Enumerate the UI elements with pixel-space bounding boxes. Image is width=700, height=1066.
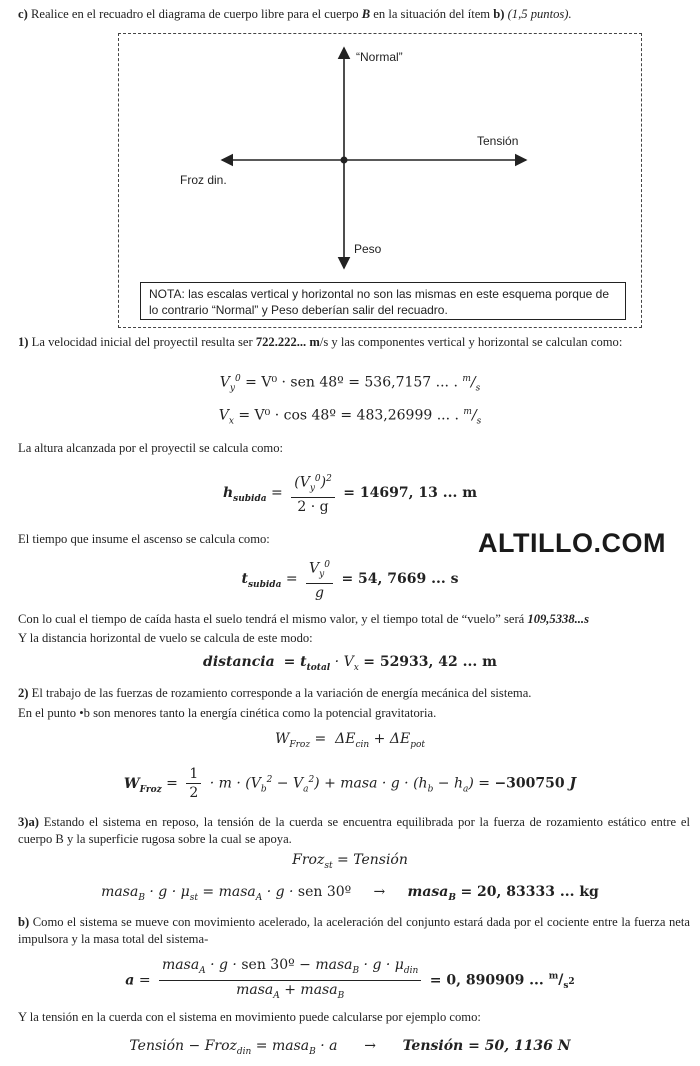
normal-label: “Normal” bbox=[356, 50, 403, 64]
eq-wfroz: $W_{Froz} = \Delta E_{cin} + \Delta E_{pot}$ bbox=[274, 731, 425, 750]
peso-label: Peso bbox=[354, 242, 382, 256]
eq-tension: Tensión − Froz$_{din}$ = masa$_B$ · a → Tensión = 50, 1136 N bbox=[129, 1038, 571, 1057]
eq-wfroz-2: $W_{Froz}$ = $\frac{1}{2}$ · $m \cdot (V_b^2 - V_a^2)$ + masa · $g \cdot (h_b - h_a) = -300750$ J bbox=[123, 766, 577, 801]
s3-text: Estando el sistema en reposo, la tensión de la cuerda se encuentra equilibrada por la fuerza de rozamiento estático entre el cuerpo B y la superficie rugosa sobre la cual se apoya. bbox=[18, 815, 690, 846]
e-pot: pot bbox=[410, 739, 425, 750]
eq-vx: $V_x = V^0 \cdot \cos$ 48º = 483,26999 ... . $^m/_s$ bbox=[218, 407, 482, 427]
eq-vy-rhs: = V⁰ · sen 48º = 536,7157 ... . bbox=[245, 374, 463, 391]
section3-text bbox=[18, 814, 690, 848]
e-cin: cin bbox=[355, 739, 370, 750]
two-g: 2 · g bbox=[297, 499, 329, 516]
section3b-text bbox=[18, 914, 690, 948]
section2-text2: En el punto •b son menores tanto la energía cinética como la potencial gravitatoria. bbox=[18, 706, 437, 720]
tension-label: Tensión bbox=[477, 134, 519, 148]
header-body: B bbox=[361, 7, 371, 21]
t-g: g bbox=[315, 585, 324, 602]
froz-label: Froz din. bbox=[180, 173, 227, 187]
unit-s-1: s bbox=[475, 383, 481, 394]
eq-masab: masa$_B$ · $g \cdot \mu_{st}$ = masa$_A$ · g · sen 30º → masa$_B$ = 20, 83333 ... kg bbox=[101, 884, 599, 903]
t-result: = 54, 7669 ... s bbox=[341, 571, 459, 588]
header-text: Realice en el recuadro el diagrama de cuerpo libre para el cuerpo bbox=[30, 7, 359, 21]
dist-sub: total bbox=[306, 662, 331, 673]
froz-st-rhs: = Tensión bbox=[332, 852, 408, 868]
altura-text: La altura alcanzada por el proyectil se calcula como: bbox=[18, 441, 284, 455]
eq-dist: distancia = $t_{total} \cdot V_x = 52933$, 42 ... m bbox=[203, 654, 497, 673]
section3-label: 3)a) bbox=[18, 815, 39, 829]
eq-froz-st: Froz$_{st}$ = Tensión bbox=[292, 852, 408, 871]
t-frac: $\frac{V_y^0}{g}$ bbox=[306, 556, 333, 602]
header-text2: en la situación del ítem bbox=[373, 7, 491, 21]
altillo-logo: ALTILLO.COM bbox=[478, 528, 666, 558]
eq-accel: a = $\frac{masa_A \cdot g \cdot sen 30º - masa_B \cdot g \cdot \mu_{din}}{masa_A + masa_B}$ = 0, 890909 ... $^m/_{s^2}$ bbox=[0, 956, 700, 1005]
w-sub: Froz bbox=[289, 739, 311, 750]
section2-label: 2) bbox=[18, 686, 29, 700]
section2-text1 bbox=[18, 685, 690, 702]
header-label: c) bbox=[18, 7, 28, 21]
eq-vy: $V_y^0 = V^0$ · sen 48º = 536,7157 ... . $^m/_s$ bbox=[219, 374, 481, 394]
header-points: (1,5 puntos). bbox=[507, 7, 572, 21]
nota-box: NOTA: las escalas vertical y horizontal no son las mismas en este esquema porque de lo contrario “Normal” y Peso deberían salir del recuadro. bbox=[140, 282, 626, 320]
unit-m-2: m bbox=[463, 407, 472, 417]
body-point bbox=[341, 157, 348, 164]
a-lhs: a bbox=[125, 972, 135, 989]
intro-b: /s y las componentes vertical y horizontal se calculan como: bbox=[319, 335, 623, 349]
masab-result: 20, 83333 ... kg bbox=[477, 884, 599, 900]
s3b-text: Como el sistema se mueve con movimiento acelerado, la aceleración del conjunto estará dada por el cociente entre la fuerza neta impulsora y la masa total del sistema- bbox=[18, 915, 690, 946]
unit-s-2: s bbox=[476, 416, 482, 427]
section1-intro bbox=[18, 334, 690, 351]
tension-text: Y la tensión en la cuerda con el sistema en movimiento puede calcularse por ejemplo como: bbox=[18, 1010, 481, 1024]
intro-a: La velocidad inicial del proyectil resulta ser bbox=[31, 335, 253, 349]
eq-h: $h_{subida}$ = $\frac{(V_y^0)^2}{2 \cdot g}$ = 14697, 13 ... m bbox=[0, 470, 700, 516]
header-item: b) bbox=[493, 7, 505, 21]
t-sub: subida bbox=[247, 580, 282, 591]
intro-val: 722.222... m bbox=[255, 335, 320, 349]
h-sub: subida bbox=[233, 494, 267, 505]
froz-st-sub: st bbox=[324, 860, 333, 871]
h-frac: $\frac{(V_y^0)^2}{2 \cdot g}$ bbox=[291, 470, 335, 516]
s2-text1: El trabajo de las fuerzas de rozamiento corresponde a la variación de energía mecánica del sistema. bbox=[31, 686, 532, 700]
caida-val: 109,5338...s bbox=[527, 612, 589, 626]
dist-lhs: distancia bbox=[203, 654, 275, 670]
a-unit: m bbox=[548, 971, 559, 982]
tiempo-text: El tiempo que insume el ascenso se calcula como: bbox=[18, 532, 270, 546]
caida-text bbox=[18, 611, 690, 628]
dist-val: = 52933, 42 ... m bbox=[363, 654, 497, 670]
eq-t: $t_{subida}$ = $\frac{V_y^0}{g}$ = 54, 7669 ... s bbox=[0, 556, 700, 602]
s3b-label: b) bbox=[18, 915, 30, 929]
tension-result: Tensión = 50, 1136 N bbox=[402, 1038, 571, 1054]
caida-a: Con lo cual el tiempo de caída hasta el suelo tendrá el mismo valor, y el tiempo total de “vuelo” será bbox=[18, 612, 525, 626]
unit-m-1: m bbox=[462, 374, 471, 384]
a-frac: $\frac{masa_A \cdot g \cdot sen 30º - masa_B \cdot g \cdot \mu_{din}}{masa_A + masa_B}$ bbox=[159, 956, 421, 1005]
free-body-diagram bbox=[0, 0, 700, 330]
section1-label: 1) bbox=[18, 335, 29, 349]
dist-text: Y la distancia horizontal de vuelo se calcula de este modo: bbox=[18, 631, 313, 645]
a-result: = 0, 890909 ... bbox=[429, 972, 549, 989]
eq-vx-rhs: = V⁰ · cos 48º = 483,26999 ... . bbox=[238, 407, 464, 424]
half-frac: $\frac{1}{2}$ bbox=[186, 765, 201, 802]
